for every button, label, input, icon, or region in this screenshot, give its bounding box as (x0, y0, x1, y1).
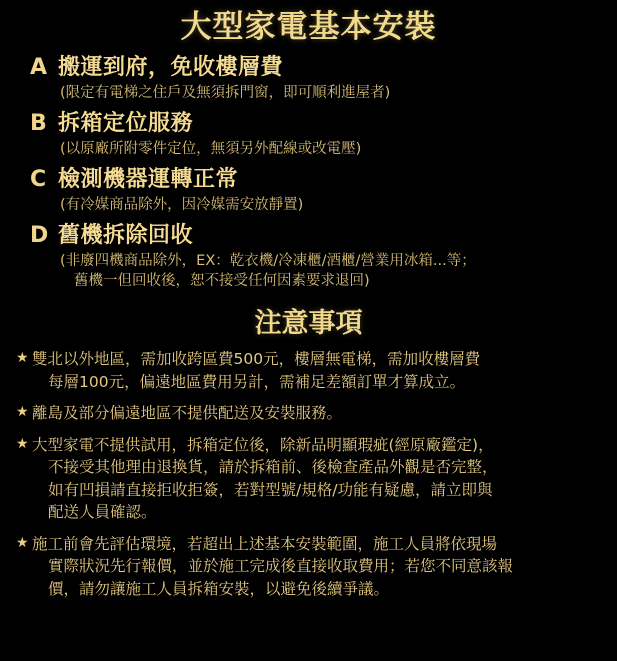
note-item (16, 402, 601, 424)
service-item-note (14, 252, 607, 291)
note-line: 施工前會先評估環境，若超出上述基本安裝範圍，施工人員將依現場 (32, 534, 498, 553)
note-line: 雙北以外地區，需加收跨區費500元，樓層無電梯，需加收樓層費 (32, 350, 481, 369)
note-item (16, 434, 601, 524)
note-item (16, 533, 601, 600)
service-item-note: (有冷媒商品除外，因冷媒需安放靜置) (60, 197, 304, 214)
service-item-letter: D (30, 222, 49, 248)
note-line: 實際狀況先行報價，並於施工完成後直接收取費用；若您不同意該報 (48, 557, 514, 576)
service-item-heading (14, 54, 607, 82)
service-item-heading (14, 110, 607, 138)
service-item (14, 54, 607, 104)
star-icon: ★ (16, 404, 29, 421)
note-text (32, 533, 601, 600)
service-item-letter: B (30, 110, 47, 136)
service-item-title: 舊機拆除回收 (58, 222, 194, 248)
service-item-title: 檢測機器運轉正常 (58, 166, 239, 192)
service-item-letter: A (30, 54, 48, 80)
service-item-heading (14, 166, 607, 194)
service-item-note-line: (非廢四機商品除外，EX：乾衣機/冷凍櫃/酒櫃/營業用冰箱...等； (60, 253, 476, 270)
note-text (32, 434, 601, 524)
note-line: 大型家電不提供試用，拆箱定位後，除新品明顯瑕疵(經原廠鑑定)， (32, 435, 494, 454)
service-item-note-line: 舊機一但回收後，恕不接受任何因素要求退回) (74, 272, 370, 289)
page-title: 大型家電基本安裝 (180, 9, 437, 45)
service-item-title: 拆箱定位服務 (58, 110, 194, 136)
note-line: 配送人員確認。 (48, 503, 157, 522)
note-line: 價，請勿讓施工人員拆箱安裝，以避免後續爭議。 (48, 579, 390, 598)
service-item (14, 166, 607, 216)
service-item-heading (14, 222, 607, 250)
note-line: 每層100元，偏遠地區費用另計，需補足差額訂單才算成立。 (48, 372, 466, 391)
note-line: 離島及部分偏遠地區不提供配送及安裝服務。 (32, 404, 343, 423)
note-text (32, 402, 601, 424)
service-item (14, 222, 607, 292)
notes-list (16, 348, 601, 600)
service-item-note: (以原廠所附零件定位，無須另外配線或改電壓) (60, 141, 362, 158)
service-item (14, 110, 607, 160)
notes-section-title: 注意事項 (254, 308, 363, 340)
service-item-letter: C (30, 166, 47, 192)
note-item (16, 348, 601, 393)
service-item-title: 搬運到府，免收樓層費 (58, 54, 284, 80)
service-item-note: (限定有電梯之住戶及無須拆門窗，即可順利進屋者) (60, 85, 391, 102)
note-text (32, 348, 601, 393)
star-icon: ★ (16, 435, 29, 452)
star-icon: ★ (16, 534, 29, 551)
star-icon: ★ (16, 350, 29, 367)
service-item-list (14, 54, 607, 292)
note-line: 不接受其他理由退換貨，請於拆箱前、後檢查產品外觀是否完整， (48, 458, 498, 477)
note-line: 如有凹損請直接拒收拒簽，若對型號/規格/功能有疑慮，請立即與 (48, 480, 493, 499)
